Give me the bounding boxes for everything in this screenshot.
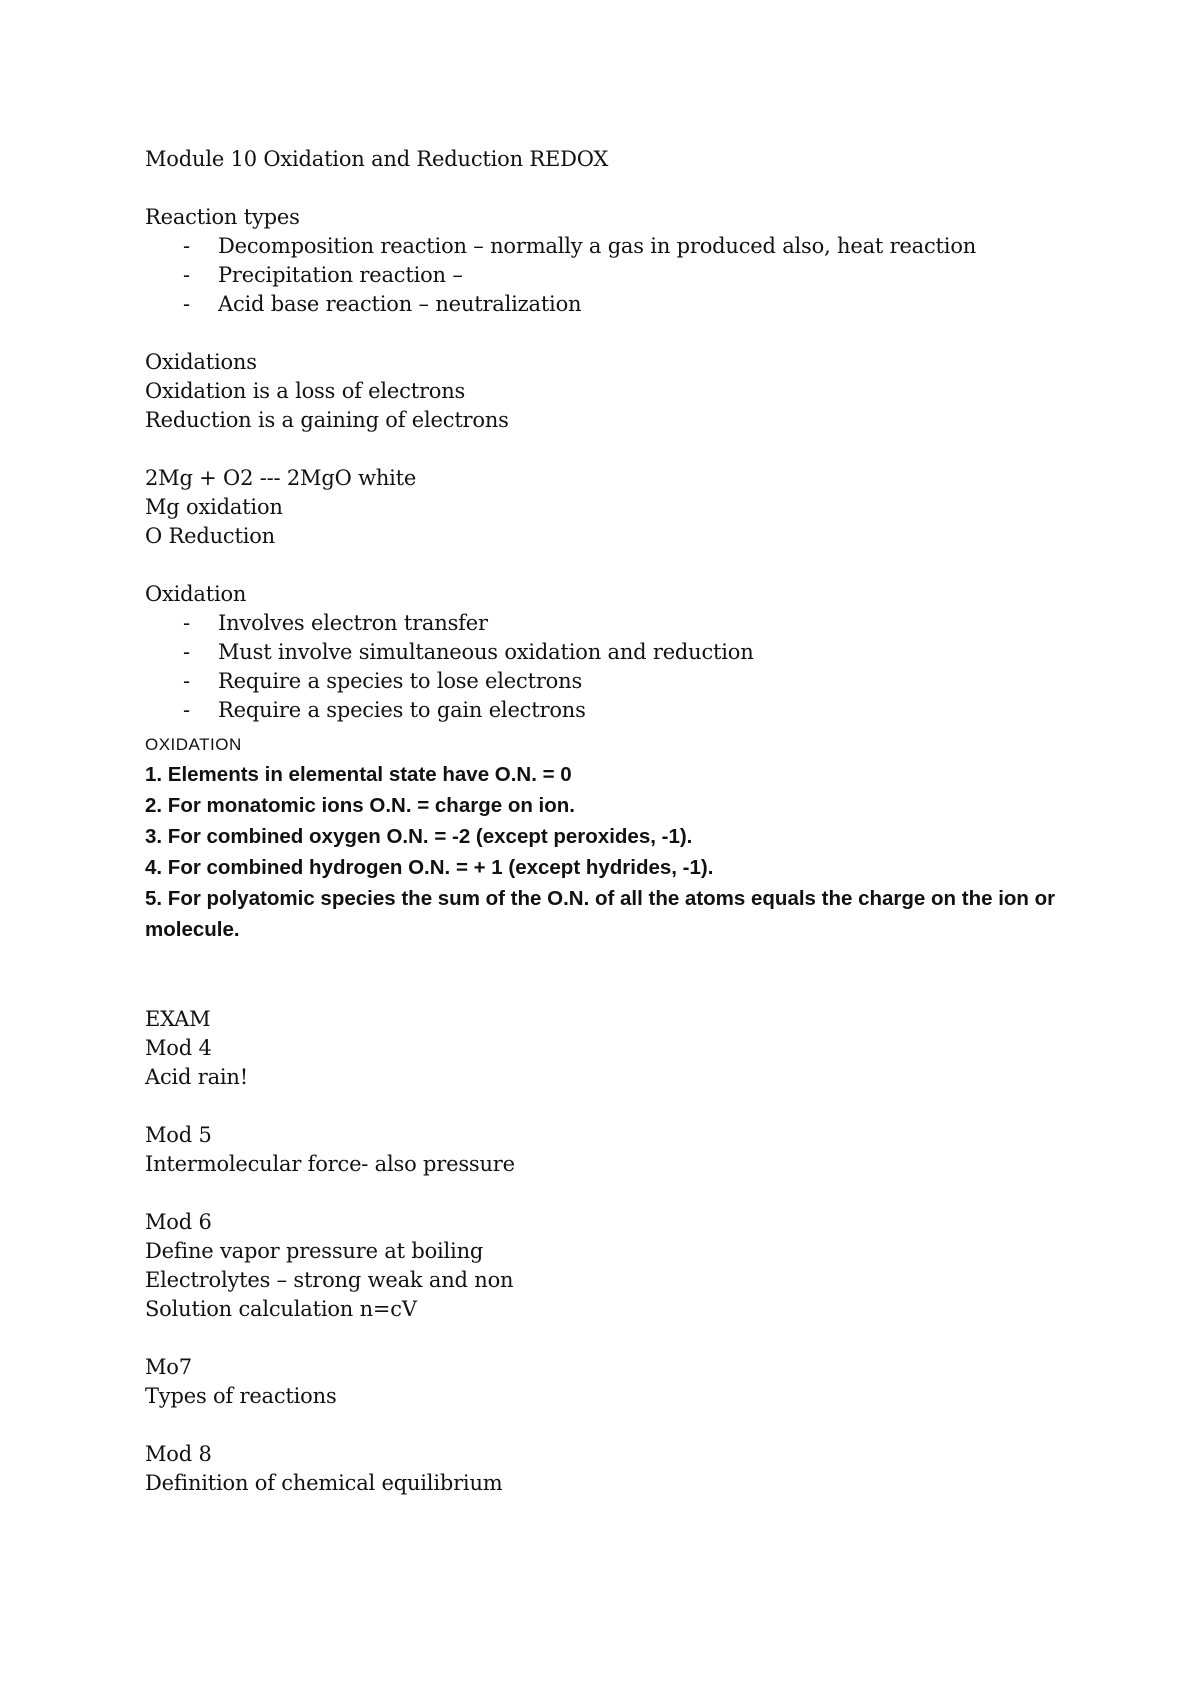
example-line: Mg oxidation bbox=[145, 495, 283, 519]
list-item-text: Precipitation reaction – bbox=[218, 263, 463, 287]
notes-top bbox=[145, 145, 1065, 725]
exam-module-line: Definition of chemical equilibrium bbox=[145, 1471, 503, 1495]
oxidation-rules bbox=[145, 731, 1065, 945]
spacer bbox=[145, 551, 1065, 580]
exam-module-title: Mod 4 bbox=[145, 1036, 212, 1060]
rule-item: 4. For combined hydrogen O.N. = + 1 (except hydrides, -1). bbox=[145, 856, 714, 879]
bullet-dash: - bbox=[183, 698, 190, 722]
reaction-types-list bbox=[145, 232, 1065, 319]
exam-module-title: Mod 6 bbox=[145, 1210, 212, 1234]
list-item bbox=[145, 638, 1065, 667]
bullet-dash: - bbox=[183, 292, 190, 316]
exam-module-title: Mod 8 bbox=[145, 1442, 212, 1466]
exam-module-line: Intermolecular force- also pressure bbox=[145, 1152, 515, 1176]
example-line: O Reduction bbox=[145, 524, 275, 548]
oxidation-list bbox=[145, 609, 1065, 725]
spacer bbox=[145, 1092, 1065, 1121]
exam-module-line: Types of reactions bbox=[145, 1384, 337, 1408]
bullet-dash: - bbox=[183, 669, 190, 693]
exam-module-line: Electrolytes – strong weak and non bbox=[145, 1268, 514, 1292]
reaction-types-heading: Reaction types bbox=[145, 205, 300, 229]
list-item bbox=[145, 232, 1065, 261]
spacer bbox=[145, 1324, 1065, 1353]
list-item-text: Involves electron transfer bbox=[218, 611, 488, 635]
document-content bbox=[145, 145, 1065, 1498]
spacer bbox=[145, 319, 1065, 348]
bullet-dash: - bbox=[183, 640, 190, 664]
exam-module-line: Acid rain! bbox=[145, 1065, 249, 1089]
oxidation-heading: Oxidation bbox=[145, 582, 247, 606]
list-item-text: Decomposition reaction – normally a gas in produced also, heat reaction bbox=[218, 234, 977, 258]
oxidations-line: Reduction is a gaining of electrons bbox=[145, 408, 509, 432]
exam-heading: EXAM bbox=[145, 1007, 211, 1031]
example-equation: 2Mg + O2 --- 2MgO white bbox=[145, 466, 417, 490]
list-item-text: Acid base reaction – neutralization bbox=[218, 292, 582, 316]
bullet-dash: - bbox=[183, 263, 190, 287]
bullet-dash: - bbox=[183, 234, 190, 258]
spacer bbox=[145, 945, 1065, 1005]
list-item-text: Require a species to gain electrons bbox=[218, 698, 586, 722]
list-item bbox=[145, 667, 1065, 696]
list-item-text: Require a species to lose electrons bbox=[218, 669, 583, 693]
oxidations-line: Oxidation is a loss of electrons bbox=[145, 379, 466, 403]
page-title: Module 10 Oxidation and Reduction REDOX bbox=[145, 147, 609, 171]
exam-module-title: Mo7 bbox=[145, 1355, 192, 1379]
list-item bbox=[145, 696, 1065, 725]
spacer bbox=[145, 174, 1065, 203]
bullet-dash: - bbox=[183, 611, 190, 635]
exam-module-line: Solution calculation n=cV bbox=[145, 1297, 417, 1321]
spacer bbox=[145, 435, 1065, 464]
exam-module-title: Mod 5 bbox=[145, 1123, 212, 1147]
list-item bbox=[145, 290, 1065, 319]
oxidations-heading: Oxidations bbox=[145, 350, 257, 374]
rules-heading: OXIDATION bbox=[145, 735, 242, 754]
list-item bbox=[145, 261, 1065, 290]
rule-item: 2. For monatomic ions O.N. = charge on ion. bbox=[145, 794, 575, 817]
list-item bbox=[145, 609, 1065, 638]
rule-item: 5. For polyatomic species the sum of the O.N. of all the atoms equals the charge on the ion or molecule. bbox=[145, 887, 1056, 941]
exam-notes bbox=[145, 1005, 1065, 1498]
exam-module-line: Define vapor pressure at boiling bbox=[145, 1239, 484, 1263]
rule-item: 1. Elements in elemental state have O.N. = 0 bbox=[145, 763, 572, 786]
list-item-text: Must involve simultaneous oxidation and reduction bbox=[218, 640, 754, 664]
spacer bbox=[145, 1179, 1065, 1208]
spacer bbox=[145, 1411, 1065, 1440]
rule-item: 3. For combined oxygen O.N. = -2 (except peroxides, -1). bbox=[145, 825, 693, 848]
